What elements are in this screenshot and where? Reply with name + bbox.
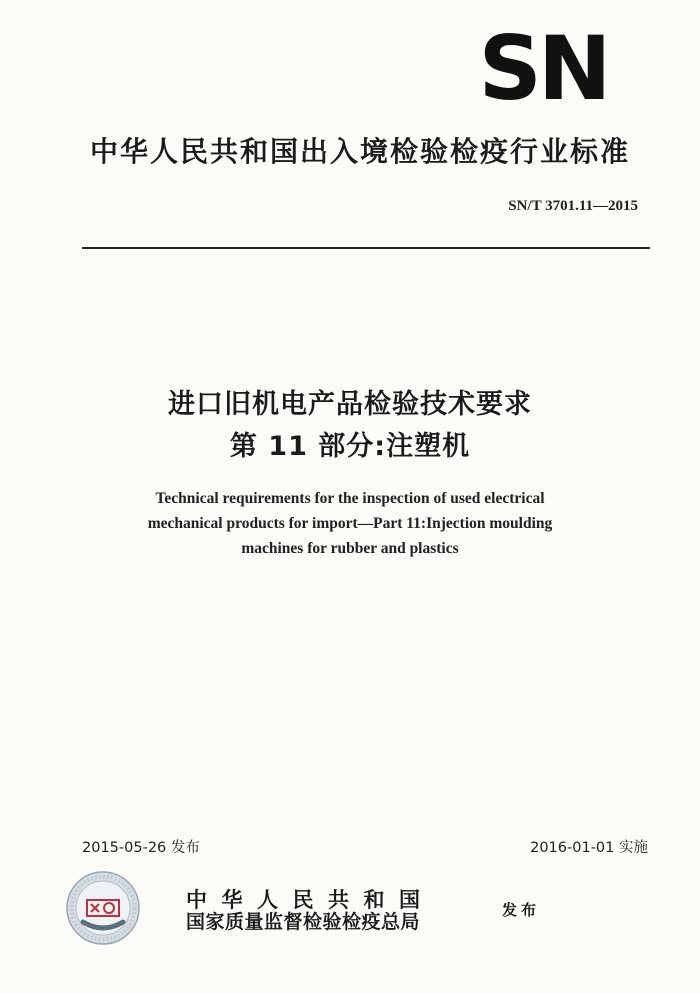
issue-date: 2015-05-26 发布 [82, 840, 200, 856]
title-cn-line2: 第 11 部分:注塑机 [229, 431, 471, 462]
title-en-line3: machines for rubber and plastics [241, 540, 459, 557]
sn-logo: SN [478, 17, 608, 120]
issuer-line2: 国家质量监督检验检疫总局 [186, 911, 421, 933]
implementation-date: 2016-01-01 实施 [530, 840, 648, 856]
title-en-line1: Technical requirements for the inspection of used electrical [155, 490, 545, 507]
industry-standard-title: 中华人民共和国出入境检验检疫行业标准 [89, 135, 630, 168]
header-divider [82, 247, 650, 249]
title-en-line2: mechanical products for import—Part 11:Injection moulding [147, 515, 553, 532]
standard-code: SN/T 3701.11—2015 [508, 198, 638, 214]
certification-seal-graphic [65, 870, 141, 946]
issue-word: 发布 [502, 901, 541, 919]
certification-seal-icon [65, 870, 141, 946]
issuer-line1: 中华人民共和国 [186, 887, 435, 912]
title-cn-line1: 进口旧机电产品检验技术要求 [168, 389, 532, 420]
title-en [80, 486, 620, 561]
